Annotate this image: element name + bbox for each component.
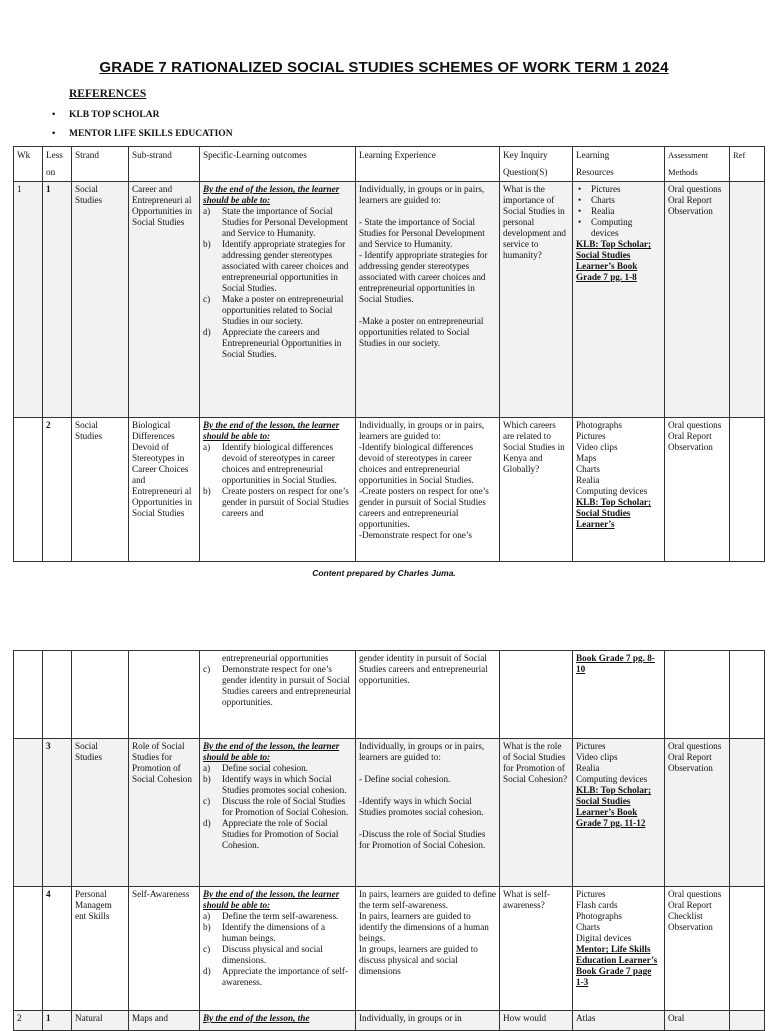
footer-credit: Content prepared by Charles Juma.	[312, 568, 456, 578]
cell-substrand: Role of Social Studies for Promotion of Social Cohesion	[129, 739, 200, 887]
cell-substrand: Self-Awareness	[129, 887, 200, 1011]
cell-outcomes: By the end of the lesson, the learner should be able to: a) State the importance of Social Studies for Personal Development and Service to Humanity. b) Identify appropriate strategies for addressing gender stereotypes associated with career choices and entrepreneurial opportunities in Social Studies. c) Make a poster on entrepreneurial opportunities related to Social Studies in our society. d) Appreciate the careers and Entrepreneurial Opportunities in Social Studies.	[200, 182, 356, 418]
cell-inquiry: What is the role of Social Studies for Promotion of Social Cohesion?	[500, 739, 573, 887]
cell-resources: Photographs Pictures Video clips Maps Charts Realia Computing devices KLB: Top Scholar; Social Studies Learner’s	[573, 418, 665, 562]
book-reference: Mentor; Life Skills Education Learner’s Book Grade 7 page 1-3	[576, 944, 658, 987]
table-row	[14, 887, 765, 1011]
cell-experience: Individually, in groups or in pairs, learners are guided to: -Identify biological differences devoid of stereotypes in career choices and entrepreneurial opportunities in Social Studies. -Create posters on respect for one’s gender in pursuit of Social Studies careers and entrepreneurial opportunities. -Demonstrate respect for one’s	[356, 418, 500, 562]
cell-wk	[14, 739, 43, 887]
cell-experience: Individually, in groups or in pairs, learners are guided to: - State the importance of Social Studies for Personal Development and Service to Humanity. - Identify appropriate strategies for addressing gender stereotypes associated with career choices and entrepreneurial opportunities in Social Studies. -Make a poster on entrepreneurial opportunities related to Social Studies in our society.	[356, 182, 500, 418]
cell-experience: Individually, in groups or in	[356, 1011, 500, 1031]
header-resources: Learning Resources	[573, 147, 665, 182]
cell-experience: gender identity in pursuit of Social Studies careers and entrepreneurial opportunities.	[356, 651, 500, 739]
cell-assessment: Oral	[665, 1011, 730, 1031]
cell-assessment: Oral questions Oral Report Observation	[665, 182, 730, 418]
references-heading: REFERENCES	[69, 88, 147, 100]
cell-inquiry: What is the importance of Social Studies in personal development and service to humanity?	[500, 182, 573, 418]
cell-lesson: 1	[43, 1011, 72, 1031]
header-outcomes: Specific-Learning outcomes	[200, 147, 356, 182]
cell-resources: • Pictures • Charts • Realia • Computing devices KLB: Top Scholar; Social Studies Learner’s Book Grade 7 pg. 1-8	[573, 182, 665, 418]
header-substrand: Sub-strand	[129, 147, 200, 182]
table-row	[14, 739, 765, 887]
cell-wk	[14, 887, 43, 1011]
bullet-icon: •	[578, 206, 582, 216]
table-row	[14, 418, 765, 562]
cell-substrand: Biological Differences Devoid of Stereotypes in Career Choices and Entrepreneuri al Opportunities in Social Studies	[129, 418, 200, 562]
cell-experience: Individually, in groups or in pairs, learners are guided to: - Define social cohesion. -Identify ways in which Social Studies promotes social cohesion. -Discuss the role of Social Studies for Promotion of Social Cohesion.	[356, 739, 500, 887]
header-inquiry: Key Inquiry Question(S)	[500, 147, 573, 182]
bullet-icon: •	[52, 110, 56, 120]
cell-inquiry: How would	[500, 1011, 573, 1031]
cell-lesson: 4	[43, 887, 72, 1011]
bullet-icon: •	[578, 184, 582, 194]
header-assessment: Assessment Methods	[665, 147, 730, 182]
cell-inquiry: What is self-awareness?	[500, 887, 573, 1011]
cell-ref	[730, 182, 765, 418]
book-reference: KLB: Top Scholar; Social Studies Learner’s	[576, 497, 652, 529]
cell-resources: Atlas	[573, 1011, 665, 1031]
cell-wk	[14, 418, 43, 562]
header-wk: Wk	[14, 147, 43, 182]
cell-strand: Social Studies	[72, 418, 129, 562]
table-row-continued	[14, 651, 765, 739]
cell-assessment: Oral questions Oral Report Observation	[665, 418, 730, 562]
cell-experience: In pairs, learners are guided to define the term self-awareness. In pairs, learners are guided to identify the dimensions of a human beings. In groups, learners are guided to discuss physical and social dimensions	[356, 887, 500, 1011]
cell-strand: Natural	[72, 1011, 129, 1031]
cell-assessment: Oral questions Oral Report Checklist Observation	[665, 887, 730, 1011]
cell-assessment: Oral questions Oral Report Observation	[665, 739, 730, 887]
cell-outcomes: By the end of the lesson, the learner should be able to: a) Identify biological differences devoid of stereotypes in career choices and entrepreneurial opportunities in Social Studies. b) Create posters on respect for one’s gender in pursuit of Social Studies careers and	[200, 418, 356, 562]
table-row	[14, 1011, 765, 1031]
cell-lesson: 1	[43, 182, 72, 418]
cell-substrand: Career and Entrepreneuri al Opportunities in Social Studies	[129, 182, 200, 418]
cell-lesson: 2	[43, 418, 72, 562]
cell-lesson: 3	[43, 739, 72, 887]
cell-inquiry: Which careers are related to Social Studies in Kenya and Globally?	[500, 418, 573, 562]
header-strand: Strand	[72, 147, 129, 182]
cell-ref	[730, 418, 765, 562]
scheme-table-page1	[13, 146, 765, 562]
bullet-icon: •	[578, 195, 582, 205]
cell-outcomes: entrepreneurial opportunities c) Demonstrate respect for one’s gender identity in pursuit of Social Studies careers and entrepreneurial opportunities.	[200, 651, 356, 739]
cell-outcomes: By the end of the lesson, the learner should be able to: a) Define social cohesion. b) Identify ways in which Social Studies promotes social cohesion. c) Discuss the role of Social Studies for Promotion of Social Cohesion. d) Appreciate the role of Social Studies for Promotion of Social Cohesion.	[200, 739, 356, 887]
header-ref: Ref	[730, 147, 765, 182]
scheme-table-page2	[13, 650, 765, 1031]
table-header-row	[14, 147, 765, 182]
bullet-icon: •	[52, 129, 56, 139]
cell-resources: Pictures Flash cards Photographs Charts Digital devices Mentor; Life Skills Education Learner’s Book Grade 7 page 1-3	[573, 887, 665, 1011]
bullet-icon: •	[578, 217, 582, 227]
book-reference: Book Grade 7 pg. 8-10	[576, 653, 655, 674]
cell-strand: Social Studies	[72, 739, 129, 887]
header-experience: Learning Experience	[356, 147, 500, 182]
cell-strand: Social Studies	[72, 182, 129, 418]
book-reference: KLB: Top Scholar; Social Studies Learner’s Book Grade 7 pg. 1-8	[576, 239, 652, 282]
cell-outcomes: By the end of the lesson, the learner should be able to: a) Define the term self-awareness. b) Identify the dimensions of a human beings. c) Discuss physical and social dimensions. d) Appreciate the importance of self-awareness.	[200, 887, 356, 1011]
cell-wk: 2	[14, 1011, 43, 1031]
header-lesson: Less on	[43, 147, 72, 182]
cell-strand: Personal Managem ent Skills	[72, 887, 129, 1011]
table-row	[14, 182, 765, 418]
cell-resources: Pictures Video clips Realia Computing devices KLB: Top Scholar; Social Studies Learner’s Book Grade 7 pg. 11-12	[573, 739, 665, 887]
cell-wk: 1	[14, 182, 43, 418]
reference-item: • KLB TOP SCHOLAR	[52, 110, 160, 120]
page-title: GRADE 7 RATIONALIZED SOCIAL STUDIES SCHEMES OF WORK TERM 1 2024	[99, 59, 669, 76]
cell-outcomes: By the end of the lesson, the	[200, 1011, 356, 1031]
reference-item: • MENTOR LIFE SKILLS EDUCATION	[52, 129, 233, 139]
cell-substrand: Maps and	[129, 1011, 200, 1031]
cell-resources	[573, 651, 665, 739]
book-reference: KLB: Top Scholar; Social Studies Learner’s Book Grade 7 pg. 11-12	[576, 785, 652, 828]
